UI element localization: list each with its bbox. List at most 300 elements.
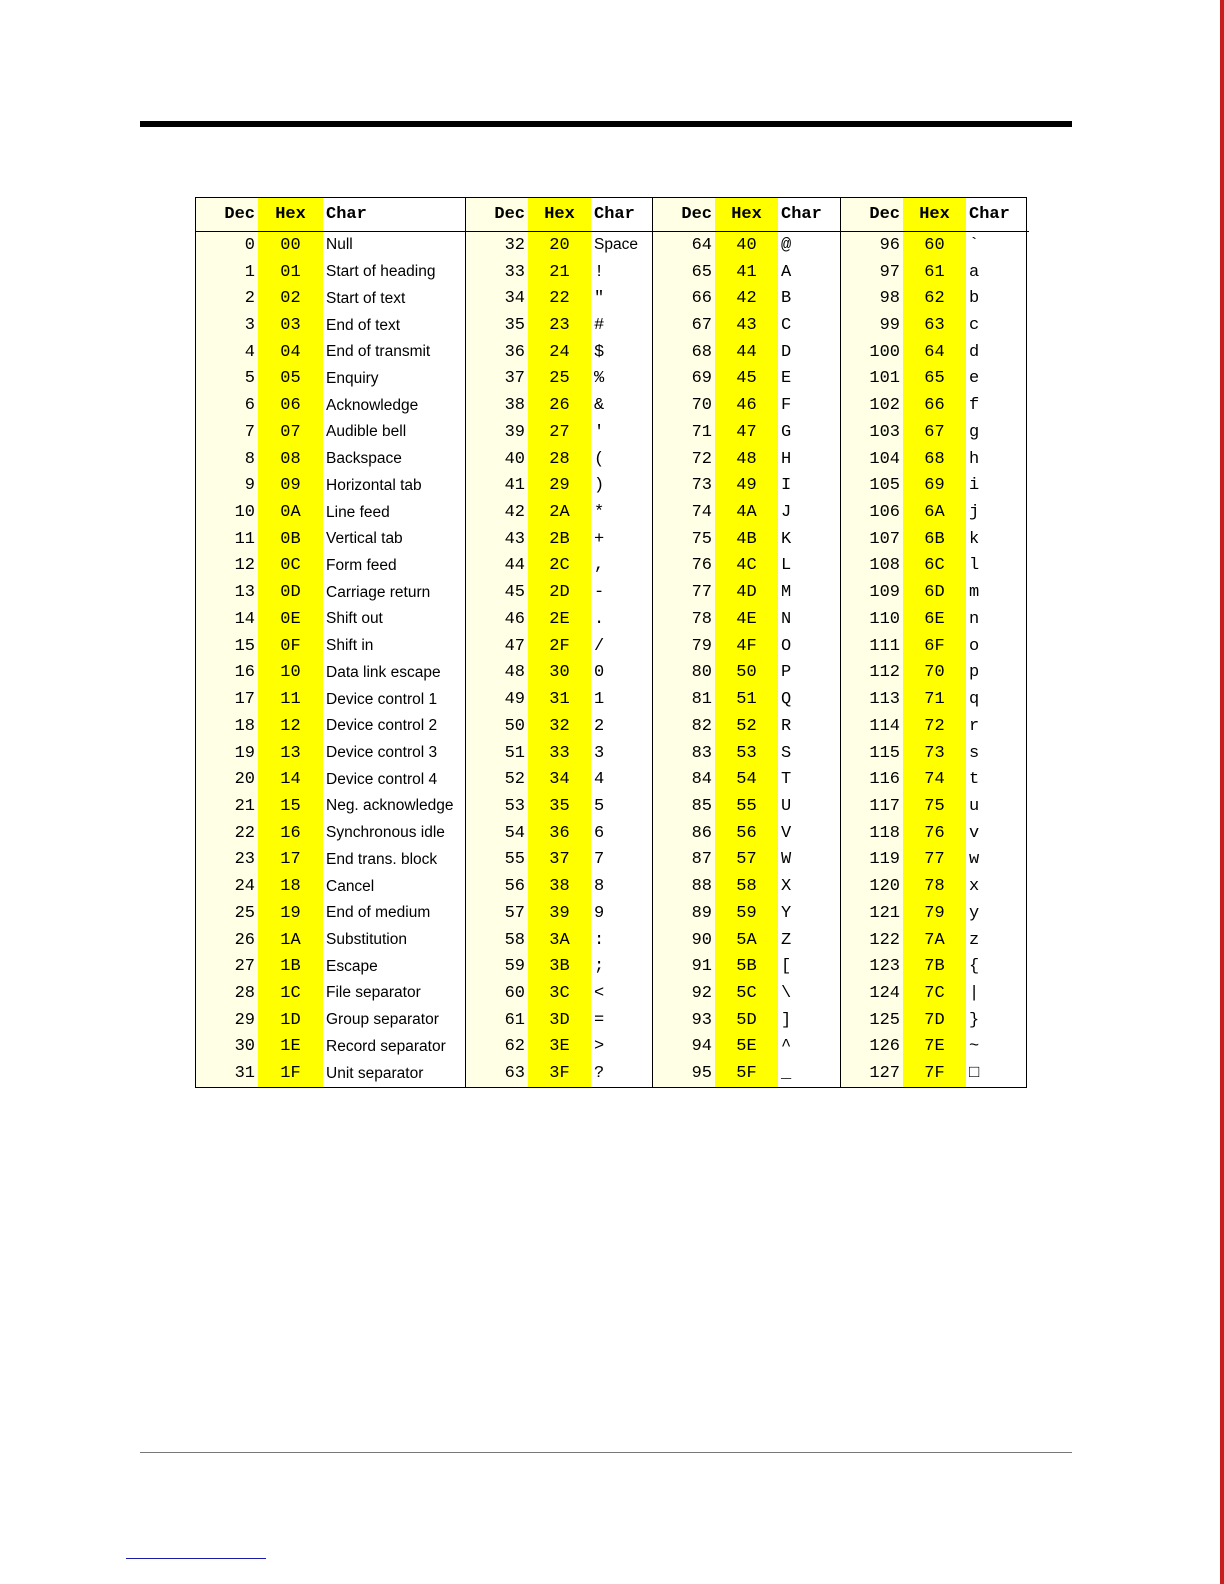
- char-cell: v: [969, 823, 980, 843]
- table-row: [466, 1007, 653, 1034]
- header-dec: Dec: [494, 205, 525, 224]
- hex-cell: 3C: [549, 983, 570, 1003]
- dec-cell: 56: [504, 877, 525, 897]
- hex-cell: 55: [736, 796, 757, 816]
- dec-cell: 88: [691, 877, 712, 897]
- dec-cell: 49: [504, 690, 525, 710]
- hex-cell: 5E: [736, 1037, 757, 1057]
- hex-cell: 7D: [924, 1010, 945, 1030]
- dec-cell: 124: [869, 983, 900, 1003]
- table-row: [466, 660, 653, 687]
- table-row: [841, 953, 1029, 980]
- hex-cell: 29: [549, 476, 570, 496]
- dec-cell: 69: [691, 369, 712, 389]
- dec-cell: 38: [504, 396, 525, 416]
- dec-cell: 58: [504, 930, 525, 950]
- char-cell: j: [969, 503, 980, 523]
- char-cell: O: [781, 636, 792, 656]
- hex-cell: 2E: [549, 609, 570, 629]
- table-row: [466, 793, 653, 820]
- char-cell: □: [969, 1064, 980, 1084]
- table-row: [466, 232, 653, 259]
- hex-cell: 13: [280, 743, 301, 763]
- char-cell: V: [781, 823, 792, 843]
- dec-cell: 8: [244, 449, 255, 469]
- char-cell: 9: [594, 903, 605, 923]
- char-cell: x: [969, 877, 980, 897]
- dec-cell: 64: [691, 235, 712, 255]
- table-row: [196, 553, 465, 580]
- table-row: [466, 980, 653, 1007]
- table-row: [196, 793, 465, 820]
- hex-cell: 44: [736, 342, 757, 362]
- char-cell: h: [969, 449, 980, 469]
- hex-cell: 28: [549, 449, 570, 469]
- table-row: [653, 419, 841, 446]
- table-row: [196, 472, 465, 499]
- char-cell: g: [969, 422, 980, 442]
- hex-cell: 32: [549, 716, 570, 736]
- dec-cell: 73: [691, 476, 712, 496]
- dec-cell: 103: [869, 422, 900, 442]
- hex-cell: 17: [280, 850, 301, 870]
- hex-cell: 0B: [280, 529, 301, 549]
- table-row: [466, 686, 653, 713]
- char-cell: 7: [594, 850, 605, 870]
- hex-cell: 31: [549, 690, 570, 710]
- table-row: [653, 1060, 841, 1087]
- table-row: [841, 713, 1029, 740]
- table-row: [466, 446, 653, 473]
- char-cell: T: [781, 770, 792, 790]
- char-cell: z: [969, 930, 980, 950]
- char-cell: X: [781, 877, 792, 897]
- hex-cell: 34: [549, 770, 570, 790]
- table-row: [466, 339, 653, 366]
- char-cell: P: [781, 663, 792, 683]
- dec-cell: 23: [234, 850, 255, 870]
- hex-cell: 2F: [549, 636, 570, 656]
- char-cell: Neg. acknowledge: [326, 797, 454, 815]
- char-cell: Y: [781, 903, 792, 923]
- table-row: [466, 366, 653, 393]
- dec-cell: 45: [504, 583, 525, 603]
- table-row: [466, 766, 653, 793]
- char-cell: f: [969, 396, 980, 416]
- char-cell: o: [969, 636, 980, 656]
- hex-cell: 74: [924, 770, 945, 790]
- char-cell: I: [781, 476, 792, 496]
- char-cell: M: [781, 583, 792, 603]
- table-row: [466, 472, 653, 499]
- dec-cell: 94: [691, 1037, 712, 1057]
- char-cell: Substitution: [326, 931, 407, 949]
- dec-cell: 104: [869, 449, 900, 469]
- table-row: [841, 366, 1029, 393]
- top-rule: [140, 121, 1072, 127]
- char-cell: R: [781, 716, 792, 736]
- table-header-row: [841, 198, 1029, 232]
- hex-cell: 07: [280, 422, 301, 442]
- table-row: [196, 285, 465, 312]
- char-cell: k: [969, 529, 980, 549]
- table-row: [841, 472, 1029, 499]
- dec-cell: 65: [691, 262, 712, 282]
- dec-cell: 78: [691, 609, 712, 629]
- hex-cell: 59: [736, 903, 757, 923]
- hex-cell: 60: [924, 235, 945, 255]
- dec-cell: 16: [234, 663, 255, 683]
- hex-cell: 2D: [549, 583, 570, 603]
- dec-cell: 118: [869, 823, 900, 843]
- char-cell: 6: [594, 823, 605, 843]
- dec-cell: 13: [234, 583, 255, 603]
- hex-cell: 46: [736, 396, 757, 416]
- header-hex: Hex: [275, 205, 306, 224]
- char-cell: `: [969, 235, 980, 255]
- table-row: [653, 953, 841, 980]
- dec-cell: 37: [504, 369, 525, 389]
- table-row: [653, 526, 841, 553]
- hex-cell: 2B: [549, 529, 570, 549]
- char-cell: u: [969, 796, 980, 816]
- table-row: [653, 820, 841, 847]
- dec-cell: 30: [234, 1037, 255, 1057]
- table-row: [653, 339, 841, 366]
- char-cell: Backspace: [326, 450, 402, 468]
- dec-cell: 123: [869, 957, 900, 977]
- dec-cell: 5: [244, 369, 255, 389]
- table-row: [841, 392, 1029, 419]
- table-row: [466, 953, 653, 980]
- dec-cell: 79: [691, 636, 712, 656]
- char-cell: e: [969, 369, 980, 389]
- table-row: [653, 259, 841, 286]
- table-row: [196, 579, 465, 606]
- char-cell: =: [594, 1010, 605, 1030]
- char-cell: N: [781, 609, 792, 629]
- char-cell: Group separator: [326, 1011, 439, 1029]
- hex-cell: 20: [549, 235, 570, 255]
- dec-cell: 31: [234, 1064, 255, 1084]
- table-row: [466, 1034, 653, 1061]
- char-cell: b: [969, 289, 980, 309]
- char-cell: 1: [594, 690, 605, 710]
- dec-cell: 25: [234, 903, 255, 923]
- dec-cell: 10: [234, 503, 255, 523]
- table-row: [466, 927, 653, 954]
- table-row: [841, 740, 1029, 767]
- dec-cell: 95: [691, 1064, 712, 1084]
- dec-cell: 52: [504, 770, 525, 790]
- char-cell: Horizontal tab: [326, 476, 422, 494]
- table-row: [196, 740, 465, 767]
- dec-cell: 29: [234, 1010, 255, 1030]
- dec-cell: 75: [691, 529, 712, 549]
- hex-cell: 1C: [280, 983, 301, 1003]
- hex-cell: 36: [549, 823, 570, 843]
- dec-cell: 97: [879, 262, 900, 282]
- char-cell: File separator: [326, 984, 421, 1002]
- dec-cell: 40: [504, 449, 525, 469]
- table-row: [196, 259, 465, 286]
- char-cell: Unit separator: [326, 1064, 424, 1082]
- table-row: [196, 633, 465, 660]
- hex-cell: 09: [280, 476, 301, 496]
- table-row: [653, 285, 841, 312]
- dec-cell: 87: [691, 850, 712, 870]
- char-cell: t: [969, 770, 980, 790]
- table-row: [653, 660, 841, 687]
- hex-cell: 7C: [924, 983, 945, 1003]
- table-row: [653, 553, 841, 580]
- hex-cell: 16: [280, 823, 301, 843]
- char-cell: 3: [594, 743, 605, 763]
- char-cell: W: [781, 850, 792, 870]
- hex-cell: 42: [736, 289, 757, 309]
- char-cell: y: [969, 903, 980, 923]
- table-row: [653, 579, 841, 606]
- dec-cell: 27: [234, 957, 255, 977]
- char-cell: 4: [594, 770, 605, 790]
- ascii-table: [195, 197, 1027, 1088]
- table-row: [196, 526, 465, 553]
- table-row: [653, 847, 841, 874]
- table-row: [466, 419, 653, 446]
- char-cell: Device control 3: [326, 744, 438, 762]
- dec-cell: 6: [244, 396, 255, 416]
- hex-cell: 54: [736, 770, 757, 790]
- char-cell: 0: [594, 663, 605, 683]
- char-cell: q: [969, 690, 980, 710]
- hex-cell: 43: [736, 316, 757, 336]
- char-cell: (: [594, 449, 605, 469]
- char-cell: A: [781, 262, 792, 282]
- dec-cell: 86: [691, 823, 712, 843]
- table-row: [653, 873, 841, 900]
- hex-cell: 62: [924, 289, 945, 309]
- hex-cell: 72: [924, 716, 945, 736]
- char-cell: }: [969, 1010, 980, 1030]
- char-cell: #: [594, 316, 605, 336]
- dec-cell: 82: [691, 716, 712, 736]
- char-cell: Shift in: [326, 637, 374, 655]
- footer-rule: [140, 1452, 1072, 1453]
- hex-cell: 68: [924, 449, 945, 469]
- char-cell: Device control 2: [326, 717, 438, 735]
- hex-cell: 79: [924, 903, 945, 923]
- dec-cell: 113: [869, 690, 900, 710]
- table-row: [466, 553, 653, 580]
- dec-cell: 20: [234, 770, 255, 790]
- hex-cell: 5A: [736, 930, 757, 950]
- dec-cell: 121: [869, 903, 900, 923]
- char-cell: 5: [594, 796, 605, 816]
- char-cell: End of transmit: [326, 343, 431, 361]
- table-panel: [465, 198, 652, 1087]
- dec-cell: 127: [869, 1064, 900, 1084]
- char-cell: ^: [781, 1037, 792, 1057]
- char-cell: a: [969, 262, 980, 282]
- hex-cell: 6F: [924, 636, 945, 656]
- hex-cell: 3D: [549, 1010, 570, 1030]
- dec-cell: 100: [869, 342, 900, 362]
- dec-cell: 19: [234, 743, 255, 763]
- hex-cell: 1A: [280, 930, 301, 950]
- char-cell: s: [969, 743, 980, 763]
- table-row: [653, 312, 841, 339]
- char-cell: Q: [781, 690, 792, 710]
- char-cell: K: [781, 529, 792, 549]
- dec-cell: 98: [879, 289, 900, 309]
- char-cell: Line feed: [326, 503, 390, 521]
- dec-cell: 101: [869, 369, 900, 389]
- dec-cell: 110: [869, 609, 900, 629]
- char-cell: End trans. block: [326, 850, 438, 868]
- char-cell: Z: [781, 930, 792, 950]
- dec-cell: 57: [504, 903, 525, 923]
- hex-cell: 3B: [549, 957, 570, 977]
- hex-cell: 21: [549, 262, 570, 282]
- dec-cell: 120: [869, 877, 900, 897]
- char-cell: Audible bell: [326, 423, 407, 441]
- table-row: [466, 1060, 653, 1087]
- hex-cell: 06: [280, 396, 301, 416]
- dec-cell: 32: [504, 235, 525, 255]
- table-row: [653, 1034, 841, 1061]
- hex-cell: 22: [549, 289, 570, 309]
- char-cell: L: [781, 556, 792, 576]
- hex-cell: 48: [736, 449, 757, 469]
- char-cell: {: [969, 957, 980, 977]
- table-row: [841, 499, 1029, 526]
- hex-cell: 7A: [924, 930, 945, 950]
- dec-cell: 24: [234, 877, 255, 897]
- dec-cell: 12: [234, 556, 255, 576]
- dec-cell: 76: [691, 556, 712, 576]
- char-cell: >: [594, 1037, 605, 1057]
- dec-cell: 43: [504, 529, 525, 549]
- table-row: [466, 526, 653, 553]
- dec-cell: 81: [691, 690, 712, 710]
- hex-cell: 7B: [924, 957, 945, 977]
- hex-cell: 45: [736, 369, 757, 389]
- char-cell: +: [594, 529, 605, 549]
- table-row: [196, 953, 465, 980]
- hex-cell: 05: [280, 369, 301, 389]
- hex-cell: 10: [280, 663, 301, 683]
- hex-cell: 1E: [280, 1037, 301, 1057]
- dec-cell: 51: [504, 743, 525, 763]
- table-row: [653, 686, 841, 713]
- hex-cell: 71: [924, 690, 945, 710]
- table-row: [653, 606, 841, 633]
- hex-cell: 78: [924, 877, 945, 897]
- dec-cell: 39: [504, 422, 525, 442]
- table-panel: [196, 198, 465, 1087]
- char-cell: B: [781, 289, 792, 309]
- dec-cell: 90: [691, 930, 712, 950]
- footer-link-underline: [126, 1558, 266, 1559]
- dec-cell: 47: [504, 636, 525, 656]
- table-row: [653, 740, 841, 767]
- header-char: Char: [969, 205, 1010, 224]
- table-row: [841, 446, 1029, 473]
- table-row: [841, 312, 1029, 339]
- table-row: [466, 900, 653, 927]
- table-row: [841, 660, 1029, 687]
- char-cell: Data link escape: [326, 663, 441, 681]
- hex-cell: 4A: [736, 503, 757, 523]
- dec-cell: 111: [869, 636, 900, 656]
- dec-cell: 63: [504, 1064, 525, 1084]
- hex-cell: 7F: [924, 1064, 945, 1084]
- dec-cell: 48: [504, 663, 525, 683]
- char-cell: _: [781, 1064, 792, 1084]
- dec-cell: 68: [691, 342, 712, 362]
- dec-cell: 34: [504, 289, 525, 309]
- dec-cell: 92: [691, 983, 712, 1003]
- dec-cell: 26: [234, 930, 255, 950]
- hex-cell: 00: [280, 235, 301, 255]
- char-cell: Carriage return: [326, 583, 431, 601]
- dec-cell: 119: [869, 850, 900, 870]
- char-cell: Device control 4: [326, 770, 438, 788]
- table-row: [841, 766, 1029, 793]
- table-row: [466, 873, 653, 900]
- hex-cell: 08: [280, 449, 301, 469]
- header-char: Char: [781, 205, 822, 224]
- hex-cell: 70: [924, 663, 945, 683]
- hex-cell: 0A: [280, 503, 301, 523]
- hex-cell: 33: [549, 743, 570, 763]
- dec-cell: 21: [234, 796, 255, 816]
- hex-cell: 24: [549, 342, 570, 362]
- hex-cell: 19: [280, 903, 301, 923]
- char-cell: Null: [326, 236, 353, 254]
- dec-cell: 59: [504, 957, 525, 977]
- header-dec: Dec: [681, 205, 712, 224]
- hex-cell: 12: [280, 716, 301, 736]
- char-cell: [: [781, 957, 792, 977]
- hex-cell: 11: [280, 690, 301, 710]
- table-row: [196, 713, 465, 740]
- hex-cell: 35: [549, 796, 570, 816]
- char-cell: ,: [594, 556, 605, 576]
- table-row: [841, 339, 1029, 366]
- dec-cell: 102: [869, 396, 900, 416]
- table-row: [196, 1060, 465, 1087]
- table-row: [196, 686, 465, 713]
- dec-cell: 91: [691, 957, 712, 977]
- hex-cell: 39: [549, 903, 570, 923]
- char-cell: $: [594, 342, 605, 362]
- dec-cell: 4: [244, 342, 255, 362]
- table-panel: [652, 198, 840, 1087]
- table-row: [196, 660, 465, 687]
- dec-cell: 53: [504, 796, 525, 816]
- dec-cell: 66: [691, 289, 712, 309]
- char-cell: Record separator: [326, 1037, 446, 1055]
- table-row: [466, 259, 653, 286]
- hex-cell: 23: [549, 316, 570, 336]
- char-cell: Cancel: [326, 877, 375, 895]
- table-row: [841, 1007, 1029, 1034]
- hex-cell: 3E: [549, 1037, 570, 1057]
- dec-cell: 122: [869, 930, 900, 950]
- hex-cell: 4B: [736, 529, 757, 549]
- header-char: Char: [326, 205, 367, 224]
